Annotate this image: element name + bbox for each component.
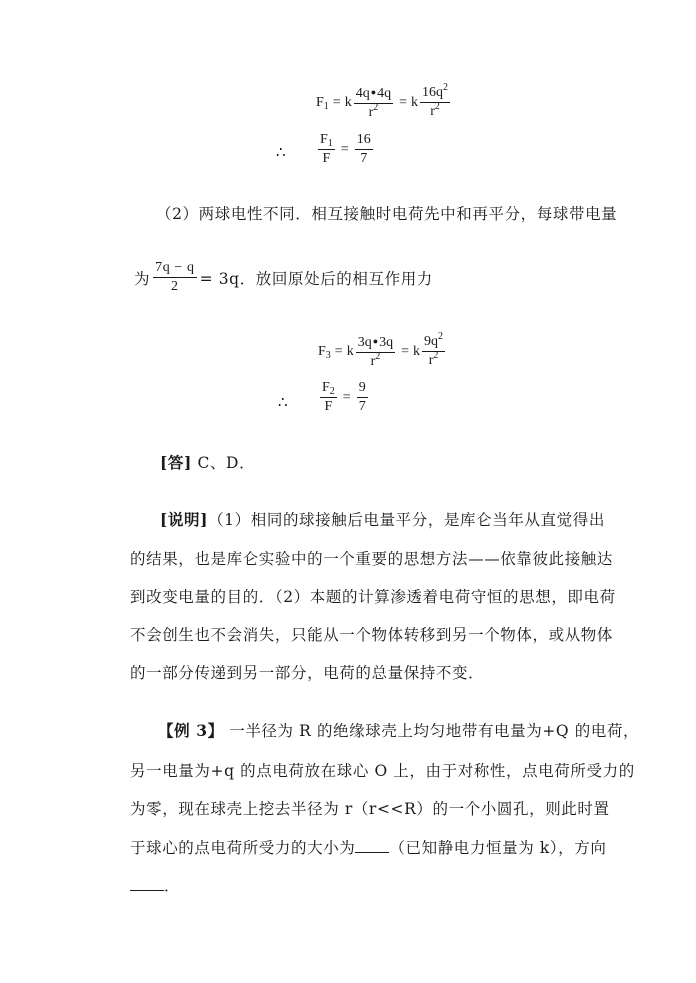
example3-label: 【例 3】 bbox=[158, 721, 224, 740]
f3-lhs: $F_3$ bbox=[318, 343, 331, 361]
multiply-dot-icon: ● bbox=[372, 336, 379, 346]
equation-f3: $F_3$ = k $\frac{3q●3q}{r^2}$ = k $\frac{9q^2}{r^2}$ bbox=[318, 331, 444, 369]
paragraph-case-2: （2）两球电性不同．相互接触时电荷先中和再平分，每球带电量 bbox=[156, 205, 618, 223]
f3-fraction-1: $\frac{3q●3q}{r^2}$ bbox=[357, 335, 394, 369]
example3-line-5: ． bbox=[130, 874, 180, 896]
note-label: [说明] bbox=[160, 510, 209, 529]
f1-fraction-2: $\frac{16q^2}{r^2}$ bbox=[422, 82, 449, 119]
f1-lhs: $F_1$ bbox=[316, 94, 329, 112]
example3-line-1: 【例 3】 一半径为 R 的绝缘球壳上均匀地带有电量为+Q 的电荷， bbox=[158, 721, 640, 740]
answer-text: C、D． bbox=[191, 454, 256, 472]
avg-charge-fraction: $\frac{7q - q}{2}$ bbox=[155, 260, 195, 294]
note-line-2: 的结果，也是库仑实验中的一个重要的思想方法——依靠彼此接触达 bbox=[130, 550, 614, 568]
ratio-f1-f: $\frac{F_1}{F}$ = $\frac{16}{7}$ bbox=[320, 132, 371, 166]
answer-blank-direction[interactable] bbox=[130, 876, 164, 891]
note-line-3: 到改变电量的目的．（2）本题的计算渗透着电荷守恒的思想，即电荷 bbox=[130, 588, 616, 606]
f1-fraction-1: $\frac{4q●4q}{r^2}$ bbox=[355, 86, 392, 120]
therefore-symbol: ∴ bbox=[276, 145, 286, 161]
note-line-4: 不会创生也不会消失，只能从一个物体转移到另一个物体，或从物体 bbox=[130, 626, 614, 644]
example3-line-2: 另一电量为+q 的点电荷放在球心 O 上，由于对称性，点电荷所受力的 bbox=[130, 762, 635, 780]
example3-line-4: 于球心的点电荷所受力的大小为 （已知静电力恒量为 k），方向 bbox=[130, 839, 607, 857]
example3-line-3: 为零，现在球壳上挖去半径为 r（r<<R）的一个小圆孔，则此时置 bbox=[130, 800, 610, 818]
paragraph-case-2-line2: 为 $\frac{7q - q}{2}$ = 3q．放回原处后的相互作用力 bbox=[134, 260, 433, 294]
equation-f1: $F_1$ = k $\frac{4q●4q}{r^2}$ = k $\frac{16q^2}{r^2}$ bbox=[316, 82, 449, 120]
answer-blank-magnitude[interactable] bbox=[355, 838, 389, 853]
answer-line bbox=[160, 451, 255, 473]
note-line-1: [说明]（1）相同的球接触后电量平分，是库仑当年从直觉得出 bbox=[160, 510, 605, 529]
answer-label: [答] bbox=[160, 453, 192, 472]
therefore-symbol-2: ∴ bbox=[278, 395, 288, 411]
ratio-f2-f: $\frac{F_2}{F}$ = $\frac{9}{7}$ bbox=[322, 380, 366, 414]
note-line-5: 的一部分传递到另一部分，电荷的总量保持不变． bbox=[130, 664, 485, 682]
f3-fraction-2: $\frac{9q^2}{r^2}$ bbox=[424, 331, 444, 368]
multiply-dot-icon: ● bbox=[370, 87, 377, 97]
